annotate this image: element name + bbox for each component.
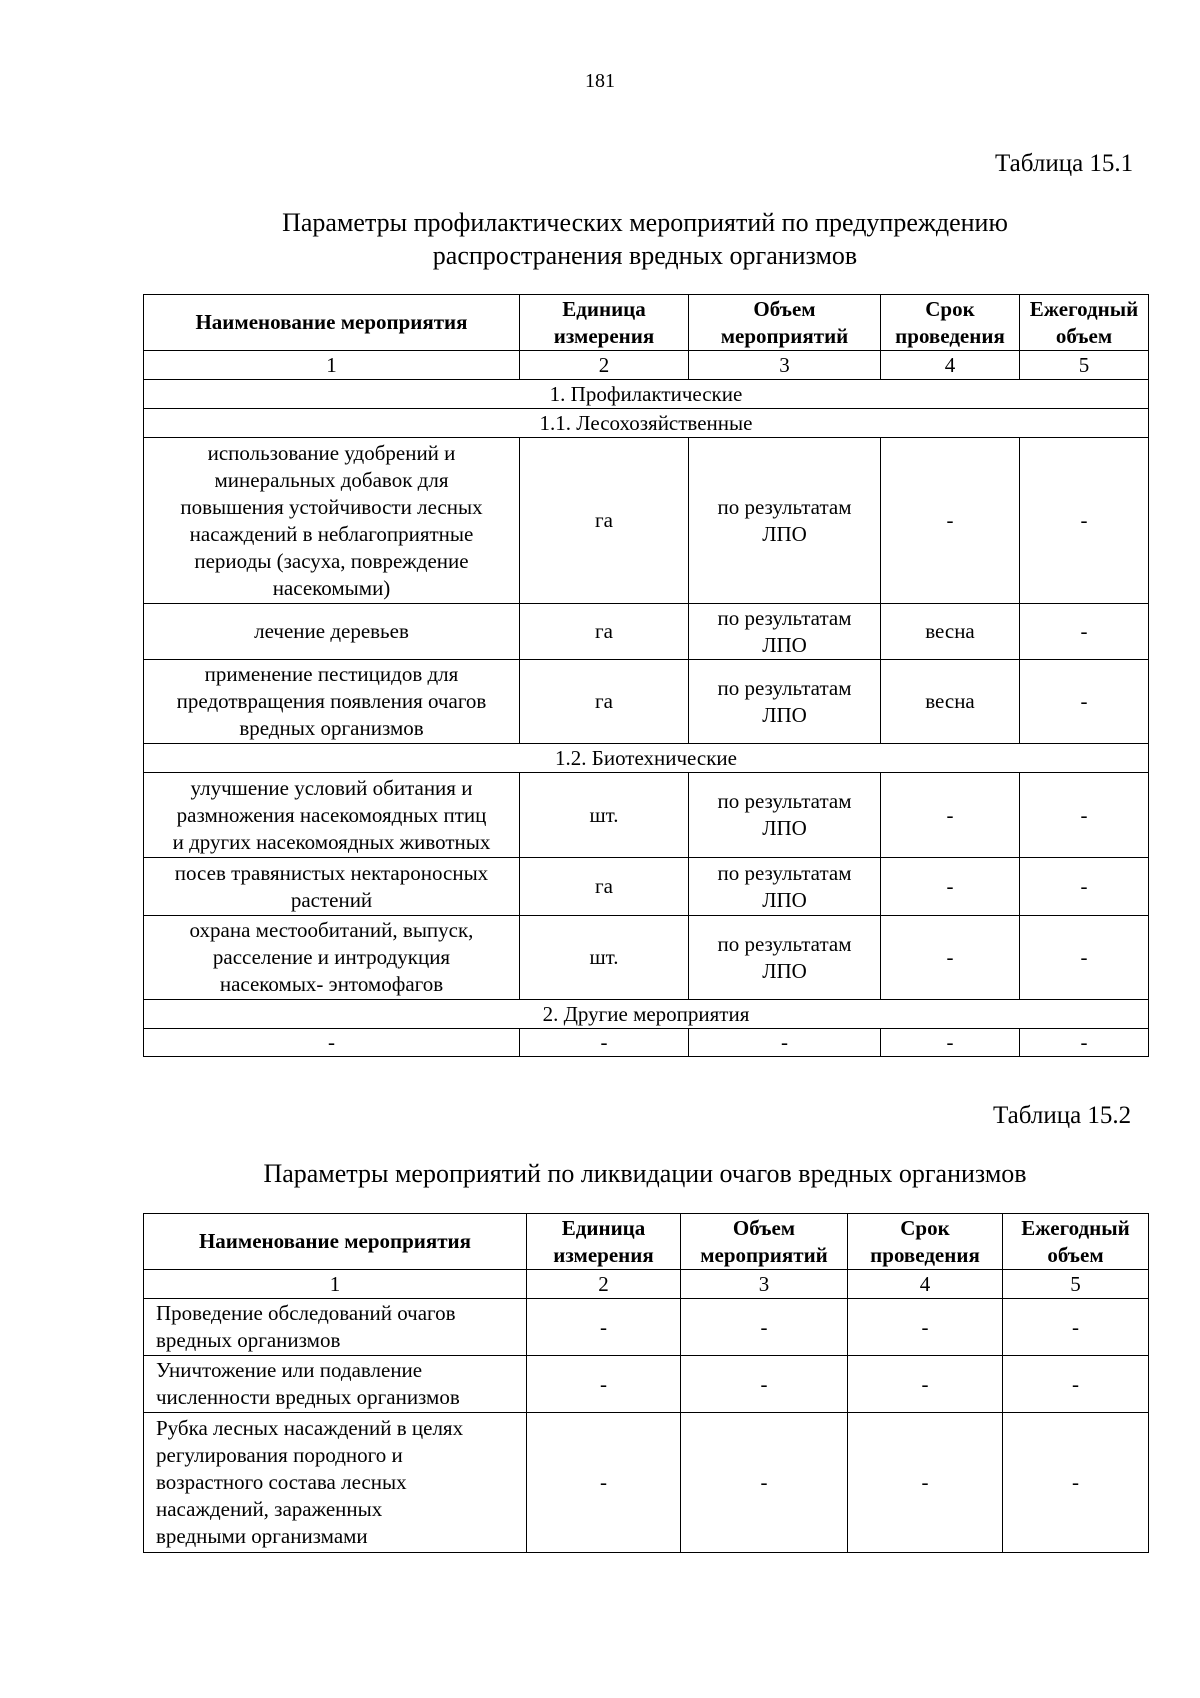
header-name: Наименование мероприятия — [144, 295, 520, 351]
activity-name: лечение деревьев — [144, 604, 520, 660]
table-row — [144, 438, 1149, 604]
table-15-2 — [143, 1213, 1149, 1553]
value-cell: - — [1003, 1413, 1149, 1553]
col-number: 1 — [144, 1270, 527, 1299]
empty-cell: - — [689, 1029, 881, 1057]
subsection-title: 1.2. Биотехнические — [144, 744, 1149, 773]
header-volume: Объем мероприятий — [689, 295, 881, 351]
number-row — [144, 351, 1149, 380]
activity-name: применение пестицидов для предотвращения появления очагов вредных организмов — [144, 660, 520, 744]
term-cell: весна — [881, 604, 1020, 660]
volume-cell: по результатам ЛПО — [689, 916, 881, 1000]
unit-cell: га — [520, 660, 689, 744]
activity-name: посев травянистых нектароносных растений — [144, 858, 520, 916]
term-cell: - — [881, 773, 1020, 858]
term-cell: - — [881, 438, 1020, 604]
term-cell: - — [881, 858, 1020, 916]
header-name: Наименование мероприятия — [144, 1214, 527, 1270]
value-cell: - — [848, 1299, 1003, 1356]
volume-cell: по результатам ЛПО — [689, 858, 881, 916]
value-cell: - — [848, 1356, 1003, 1413]
title-line: Параметры мероприятий по ликвидации очагов вредных организмов — [263, 1159, 1027, 1188]
value-cell: - — [527, 1356, 681, 1413]
subsection-row — [144, 409, 1149, 438]
col-number: 5 — [1020, 351, 1149, 380]
empty-cell: - — [520, 1029, 689, 1057]
table-row — [144, 1299, 1149, 1356]
empty-cell: - — [881, 1029, 1020, 1057]
header-unit: Единица измерения — [520, 295, 689, 351]
table-row — [144, 604, 1149, 660]
header-annual: Ежегодный объем — [1003, 1214, 1149, 1270]
value-cell: - — [681, 1413, 848, 1553]
activity-name: Рубка лесных насаждений в целях регулирования породного и возрастного состава лесных насаждений, зараженных вредными организмами — [144, 1413, 527, 1553]
title-line-2: распространения вредных организмов — [432, 241, 858, 270]
volume-cell: по результатам ЛПО — [689, 438, 881, 604]
col-number: 1 — [144, 351, 520, 380]
term-cell: - — [881, 916, 1020, 1000]
activity-name: улучшение условий обитания и размножения насекомоядных птиц и других насекомоядных животных — [144, 773, 520, 858]
value-cell: - — [1003, 1356, 1149, 1413]
unit-cell: га — [520, 438, 689, 604]
header-term: Срок проведения — [881, 295, 1020, 351]
volume-cell: по результатам ЛПО — [689, 660, 881, 744]
col-number: 5 — [1003, 1270, 1149, 1299]
unit-cell: шт. — [520, 916, 689, 1000]
header-annual: Ежегодный объем — [1020, 295, 1149, 351]
annual-cell: - — [1020, 773, 1149, 858]
table-15-1-title — [145, 206, 1145, 272]
value-cell: - — [527, 1413, 681, 1553]
table-15-2-title — [145, 1157, 1145, 1190]
section-row — [144, 1000, 1149, 1029]
header-volume: Объем мероприятий — [681, 1214, 848, 1270]
table-row — [144, 858, 1149, 916]
section-title: 1. Профилактические — [144, 380, 1149, 409]
value-cell: - — [681, 1356, 848, 1413]
table-15-1-label: Таблица 15.1 — [995, 150, 1134, 177]
header-unit: Единица измерения — [527, 1214, 681, 1270]
section-row — [144, 380, 1149, 409]
subsection-title: 1.1. Лесохозяйственные — [144, 409, 1149, 438]
value-cell: - — [681, 1299, 848, 1356]
header-row — [144, 295, 1149, 351]
subsection-row — [144, 744, 1149, 773]
col-number: 2 — [520, 351, 689, 380]
activity-name: Уничтожение или подавление численности вредных организмов — [144, 1356, 527, 1413]
col-number: 4 — [848, 1270, 1003, 1299]
term-cell: весна — [881, 660, 1020, 744]
value-cell: - — [848, 1413, 1003, 1553]
table-row — [144, 773, 1149, 858]
header-row — [144, 1214, 1149, 1270]
empty-cell: - — [1020, 1029, 1149, 1057]
table-row — [144, 660, 1149, 744]
col-number: 3 — [681, 1270, 848, 1299]
number-row — [144, 1270, 1149, 1299]
title-line-1: Параметры профилактических мероприятий по предупреждению — [282, 208, 1008, 237]
unit-cell: га — [520, 858, 689, 916]
header-term: Срок проведения — [848, 1214, 1003, 1270]
unit-cell: шт. — [520, 773, 689, 858]
volume-cell: по результатам ЛПО — [689, 773, 881, 858]
col-number: 4 — [881, 351, 1020, 380]
volume-cell: по результатам ЛПО — [689, 604, 881, 660]
value-cell: - — [1003, 1299, 1149, 1356]
table-row — [144, 916, 1149, 1000]
activity-name: охрана местообитаний, выпуск, расселение и интродукция насекомых- энтомофагов — [144, 916, 520, 1000]
page-number: 181 — [585, 70, 615, 92]
col-number: 2 — [527, 1270, 681, 1299]
col-number: 3 — [689, 351, 881, 380]
table-row — [144, 1413, 1149, 1553]
activity-name: Проведение обследований очагов вредных организмов — [144, 1299, 527, 1356]
value-cell: - — [527, 1299, 681, 1356]
annual-cell: - — [1020, 604, 1149, 660]
activity-name: использование удобрений и минеральных добавок для повышения устойчивости лесных насаждений в неблагоприятные периоды (засуха, повреждение насекомыми) — [144, 438, 520, 604]
annual-cell: - — [1020, 660, 1149, 744]
table-row — [144, 1356, 1149, 1413]
table-row — [144, 1029, 1149, 1057]
annual-cell: - — [1020, 916, 1149, 1000]
empty-cell: - — [144, 1029, 520, 1057]
table-15-2-label: Таблица 15.2 — [993, 1102, 1132, 1129]
annual-cell: - — [1020, 438, 1149, 604]
annual-cell: - — [1020, 858, 1149, 916]
unit-cell: га — [520, 604, 689, 660]
section-title: 2. Другие мероприятия — [144, 1000, 1149, 1029]
table-15-1 — [143, 294, 1149, 1057]
